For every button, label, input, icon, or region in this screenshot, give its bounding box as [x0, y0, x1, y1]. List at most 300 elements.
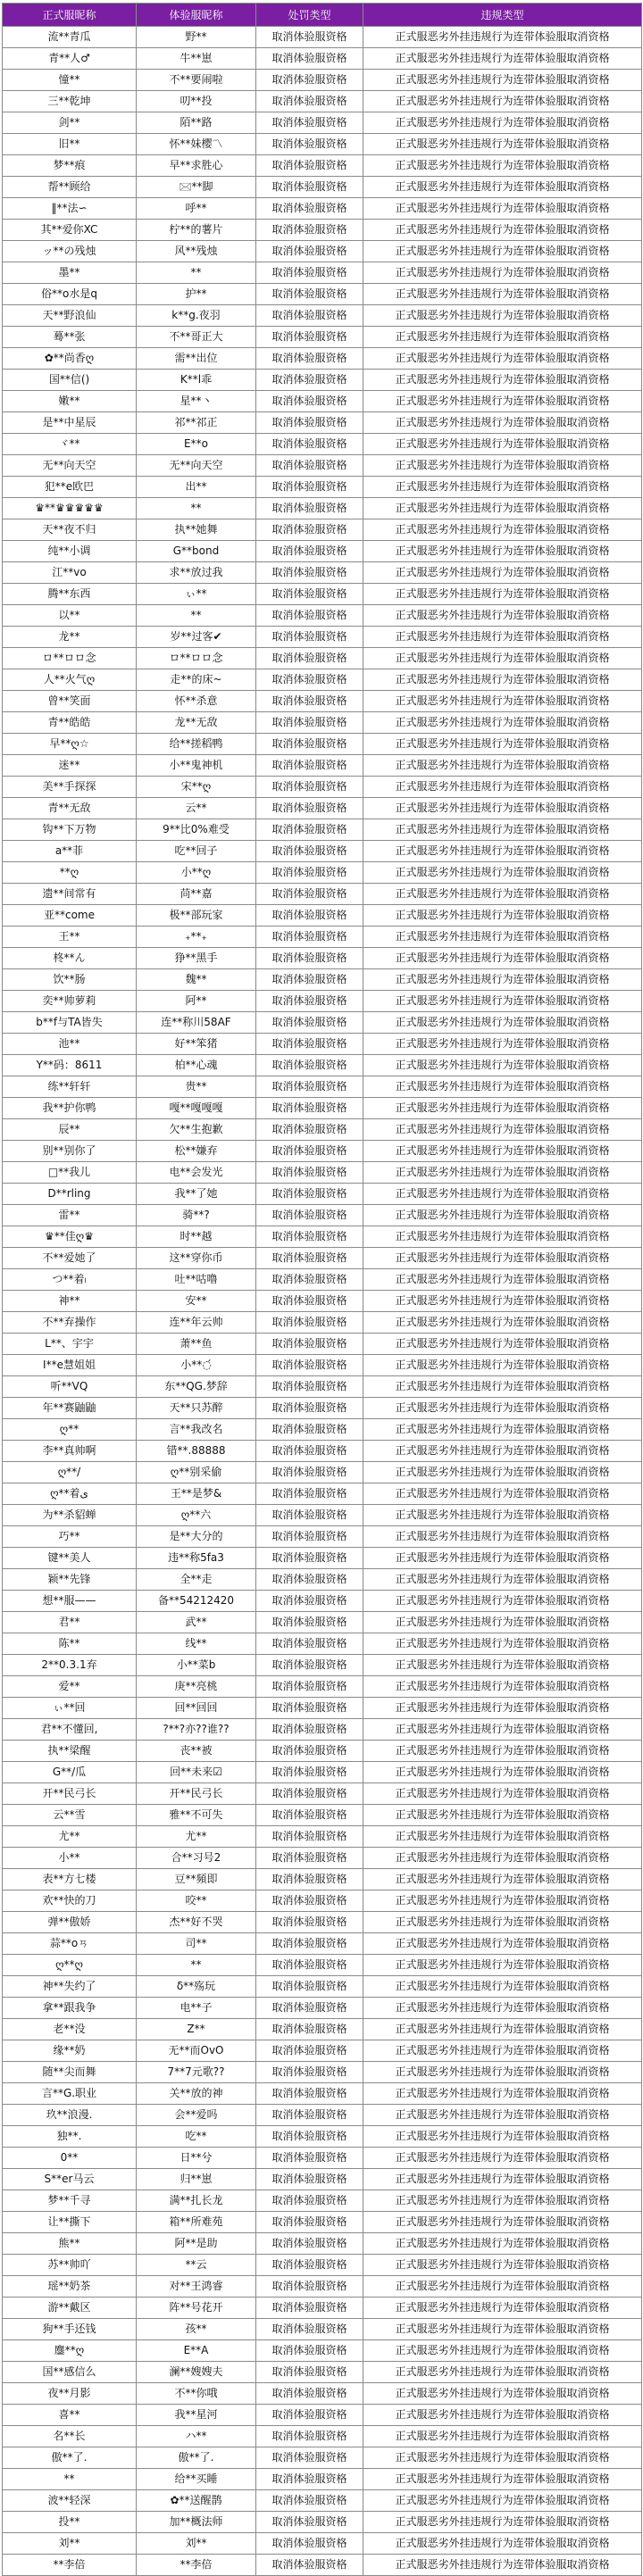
test-nickname-cell: ₊**₊ [137, 927, 256, 948]
official-nickname-cell: 梦**千寻 [3, 2190, 137, 2212]
table-row [3, 1933, 642, 1955]
violation-type-cell: 正式服恶劣外挂违规行为连带体验服取消资格 [363, 1076, 642, 1098]
table-row [3, 198, 642, 220]
penalty-type-cell: 取消体验服资格 [256, 2233, 363, 2255]
test-nickname-cell: 叨**投 [137, 91, 256, 112]
official-nickname-cell: 别**别你了 [3, 1141, 137, 1162]
test-nickname-cell: 骑**? [137, 1205, 256, 1226]
test-nickname-cell: 松**嫌弃 [137, 1141, 256, 1162]
test-nickname-cell: 孩** [137, 2319, 256, 2340]
penalty-type-cell: 取消体验服资格 [256, 541, 363, 562]
official-nickname-cell: 喜** [3, 2405, 137, 2426]
violation-type-cell: 正式服恶劣外挂违规行为连带体验服取消资格 [363, 412, 642, 434]
table-row [3, 1441, 642, 1462]
violation-type-cell: 正式服恶劣外挂违规行为连带体验服取消资格 [363, 584, 642, 605]
table-row [3, 91, 642, 112]
violation-type-cell: 正式服恶劣外挂违规行为连带体验服取消资格 [363, 1805, 642, 1826]
test-nickname-cell: 早**求胜心 [137, 155, 256, 177]
test-nickname-cell: 狰**黑手 [137, 948, 256, 969]
test-nickname-cell: 杰**好不哭 [137, 1912, 256, 1933]
official-nickname-cell: a**菲 [3, 841, 137, 862]
penalty-type-cell: 取消体验服资格 [256, 1591, 363, 1612]
penalty-type-cell: 取消体验服资格 [256, 1012, 363, 1034]
penalty-type-cell: 取消体验服资格 [256, 1869, 363, 1890]
table-row [3, 27, 642, 48]
official-nickname-cell: 蒜**oㄢ [3, 1933, 137, 1955]
official-nickname-cell: 陈** [3, 1633, 137, 1655]
violation-type-cell: 正式服恶劣外挂违规行为连带体验服取消资格 [363, 1441, 642, 1462]
official-nickname-cell: 瑶**奶茶 [3, 2276, 137, 2298]
official-nickname-cell: 天**野浪仙 [3, 305, 137, 327]
test-nickname-cell: 萧**鱼 [137, 1334, 256, 1355]
official-nickname-cell: 犯**e欧巴 [3, 477, 137, 498]
table-row [3, 2469, 642, 2490]
test-nickname-cell: ღ**六 [137, 1505, 256, 1526]
violation-type-cell: 正式服恶劣外挂违规行为连带体验服取消资格 [363, 284, 642, 305]
table-row [3, 1076, 642, 1098]
official-nickname-cell: 爱** [3, 1676, 137, 1698]
official-nickname-cell: 龙** [3, 627, 137, 648]
penalty-type-cell: 取消体验服资格 [256, 562, 363, 584]
penalty-type-cell: 取消体验服资格 [256, 1076, 363, 1098]
test-nickname-cell: 怀**妹樱〽 [137, 134, 256, 155]
official-nickname-cell: 2**0.3.1弃 [3, 1655, 137, 1676]
table-row [3, 1462, 642, 1483]
violation-type-cell: 正式服恶劣外挂违规行为连带体验服取消资格 [363, 1162, 642, 1184]
penalty-type-cell: 取消体验服资格 [256, 262, 363, 284]
penalty-type-cell: 取消体验服资格 [256, 198, 363, 220]
official-nickname-cell: b**f与TA皆失 [3, 1012, 137, 1034]
violation-type-cell: 正式服恶劣外挂违规行为连带体验服取消资格 [363, 1376, 642, 1398]
table-row [3, 134, 642, 155]
header-row [3, 4, 642, 27]
violation-type-cell: 正式服恶劣外挂违规行为连带体验服取消资格 [363, 112, 642, 134]
official-nickname-cell: 憧** [3, 70, 137, 91]
test-nickname-cell: 小**鬼神机 [137, 755, 256, 777]
test-nickname-cell: 电**会发光 [137, 1162, 256, 1184]
test-nickname-cell: E**A [137, 2340, 256, 2362]
penalty-type-cell: 取消体验服资格 [256, 519, 363, 541]
official-nickname-cell: 拿**跟我争 [3, 1998, 137, 2019]
table-row [3, 2426, 642, 2447]
test-nickname-cell: 加**概法师 [137, 2512, 256, 2533]
penalty-type-cell: 取消体验服资格 [256, 648, 363, 669]
violation-type-cell: 正式服恶劣外挂违规行为连带体验服取消资格 [363, 605, 642, 627]
violation-type-cell: 正式服恶劣外挂违规行为连带体验服取消资格 [363, 948, 642, 969]
test-nickname-cell: 苘**嘉 [137, 884, 256, 905]
violation-type-cell: 正式服恶劣外挂违规行为连带体验服取消资格 [363, 1933, 642, 1955]
violation-type-cell: 正式服恶劣外挂违规行为连带体验服取消资格 [363, 541, 642, 562]
violation-type-cell: 正式服恶劣外挂违规行为连带体验服取消资格 [363, 198, 642, 220]
test-nickname-cell: 连**称川58AF [137, 1012, 256, 1034]
table-row [3, 562, 642, 584]
test-nickname-cell: 刘** [137, 2533, 256, 2555]
table-row [3, 1355, 642, 1376]
violation-type-cell: 正式服恶劣外挂违规行为连带体验服取消资格 [363, 1334, 642, 1355]
violation-type-cell: 正式服恶劣外挂违规行为连带体验服取消资格 [363, 2083, 642, 2105]
official-nickname-cell: 云**雪 [3, 1805, 137, 1826]
test-nickname-cell: 连**年云帅 [137, 1312, 256, 1334]
penalty-type-cell: 取消体验服资格 [256, 112, 363, 134]
official-nickname-cell: 我**护你鸭 [3, 1098, 137, 1119]
official-nickname-cell: 表**方七楼 [3, 1869, 137, 1890]
table-row [3, 434, 642, 455]
violation-type-cell: 正式服恶劣外挂违规行为连带体验服取消资格 [363, 1226, 642, 1248]
test-nickname-cell: 回**未来☑ [137, 1762, 256, 1783]
violation-type-cell: 正式服恶劣外挂违规行为连带体验服取消资格 [363, 220, 642, 241]
table-row [3, 1633, 642, 1655]
penalty-type-cell: 取消体验服资格 [256, 2019, 363, 2040]
violation-type-cell: 正式服恶劣外挂违规行为连带体验服取消资格 [363, 1676, 642, 1698]
violation-type-cell: 正式服恶劣外挂违规行为连带体验服取消资格 [363, 1591, 642, 1612]
table-row [3, 1205, 642, 1226]
table-row [3, 327, 642, 348]
violation-type-cell: 正式服恶劣外挂违规行为连带体验服取消资格 [363, 712, 642, 734]
violation-type-cell: 正式服恶劣外挂违规行为连带体验服取消资格 [363, 498, 642, 519]
official-nickname-cell: 其**爱你XC [3, 220, 137, 241]
penalty-type-cell: 取消体验服资格 [256, 1826, 363, 1848]
violation-type-cell: 正式服恶劣外挂违规行为连带体验服取消资格 [363, 862, 642, 884]
penalty-type-cell: 取消体验服资格 [256, 2490, 363, 2512]
violation-type-cell: 正式服恶劣外挂违规行为连带体验服取消资格 [363, 2319, 642, 2340]
test-nickname-cell: 给**搓稻鸭 [137, 734, 256, 755]
penalty-type-cell: 取消体验服资格 [256, 627, 363, 648]
penalty-type-cell: 取消体验服资格 [256, 819, 363, 841]
test-nickname-cell: 吐**咕噜 [137, 1269, 256, 1291]
test-nickname-cell: E**o [137, 434, 256, 455]
test-nickname-cell: 极**部玩家 [137, 905, 256, 927]
test-nickname-cell: **云 [137, 2255, 256, 2276]
penalty-type-cell: 取消体验服资格 [256, 1334, 363, 1355]
table-row [3, 1955, 642, 1976]
penalty-type-cell: 取消体验服资格 [256, 1890, 363, 1912]
violation-type-cell: 正式服恶劣外挂违规行为连带体验服取消资格 [363, 562, 642, 584]
official-nickname-cell: 神**失约了 [3, 1976, 137, 1998]
official-nickname-cell: 纯**小调 [3, 541, 137, 562]
table-row [3, 734, 642, 755]
violation-type-cell: 正式服恶劣外挂违规行为连带体验服取消资格 [363, 1119, 642, 1141]
official-nickname-cell: **李倍 [3, 2555, 137, 2576]
official-nickname-cell: 迷** [3, 755, 137, 777]
test-nickname-cell: 备**54212420 [137, 1591, 256, 1612]
table-row [3, 1998, 642, 2019]
table-row [3, 1398, 642, 1419]
penalty-type-cell: 取消体验服资格 [256, 48, 363, 70]
penalty-type-cell: 取消体验服资格 [256, 2469, 363, 2490]
table-row [3, 2298, 642, 2319]
table-row [3, 284, 642, 305]
table-row [3, 370, 642, 391]
table-row [3, 220, 642, 241]
table-row [3, 948, 642, 969]
official-nickname-cell: 小** [3, 1848, 137, 1869]
official-nickname-cell: 青**无敌 [3, 798, 137, 819]
official-nickname-cell: 剑** [3, 112, 137, 134]
official-nickname-cell: Y**码：8611 [3, 1055, 137, 1076]
penalty-type-cell: 取消体验服资格 [256, 1612, 363, 1633]
test-nickname-cell: 好**笨猪 [137, 1034, 256, 1055]
table-row [3, 755, 642, 777]
official-nickname-cell: ** [3, 2469, 137, 2490]
table-row [3, 455, 642, 477]
official-nickname-cell: 人**火气ღ [3, 669, 137, 691]
penalty-type-cell: 取消体验服资格 [256, 2190, 363, 2212]
test-nickname-cell: 需**出位 [137, 348, 256, 370]
official-nickname-cell: 欢**快的刀 [3, 1890, 137, 1912]
test-nickname-cell: G**bond [137, 541, 256, 562]
table-row [3, 2555, 642, 2576]
penalty-type-cell: 取消体验服资格 [256, 155, 363, 177]
test-nickname-cell: 错**.88888 [137, 1441, 256, 1462]
penalty-type-cell: 取消体验服资格 [256, 755, 363, 777]
table-row [3, 1226, 642, 1248]
test-nickname-cell: 龙**无敌 [137, 712, 256, 734]
test-nickname-cell: K**l乖 [137, 370, 256, 391]
test-nickname-cell: 护** [137, 284, 256, 305]
official-nickname-cell: S**er马云 [3, 2169, 137, 2190]
test-nickname-cell: 怀**杀意 [137, 691, 256, 712]
test-nickname-cell: 呼** [137, 198, 256, 220]
table-row [3, 1548, 642, 1569]
violation-type-cell: 正式服恶劣外挂违规行为连带体验服取消资格 [363, 1419, 642, 1441]
penalty-type-cell: 取消体验服资格 [256, 712, 363, 734]
table-row [3, 1976, 642, 1998]
table-row [3, 2255, 642, 2276]
official-nickname-cell: 饮**肠 [3, 969, 137, 991]
official-nickname-cell: 颖**先锋 [3, 1569, 137, 1591]
test-nickname-cell: 柠**的薯片 [137, 220, 256, 241]
penalty-type-cell: 取消体验服资格 [256, 669, 363, 691]
test-nickname-cell: 牛**崽 [137, 48, 256, 70]
table-row [3, 1698, 642, 1719]
test-nickname-cell: 走**的床~ [137, 669, 256, 691]
table-row [3, 177, 642, 198]
violation-type-cell: 正式服恶劣外挂违规行为连带体验服取消资格 [363, 1505, 642, 1526]
violation-type-cell: 正式服恶劣外挂违规行为连带体验服取消资格 [363, 2212, 642, 2233]
violation-type-cell: 正式服恶劣外挂违规行为连带体验服取消资格 [363, 477, 642, 498]
test-nickname-cell: 雅**不可失 [137, 1805, 256, 1826]
table-row [3, 1098, 642, 1119]
violation-type-cell: 正式服恶劣外挂违规行为连带体验服取消资格 [363, 2019, 642, 2040]
violation-type-cell: 正式服恶劣外挂违规行为连带体验服取消资格 [363, 1269, 642, 1291]
test-nickname-cell: 天**只苏醉 [137, 1398, 256, 1419]
official-nickname-cell: 缘**奶 [3, 2040, 137, 2062]
table-row [3, 1741, 642, 1762]
table-row [3, 1848, 642, 1869]
official-nickname-cell: 俗**o水是q [3, 284, 137, 305]
official-nickname-cell: 执**梁醒 [3, 1741, 137, 1762]
violation-type-cell: 正式服恶劣外挂违规行为连带体验服取消资格 [363, 2233, 642, 2255]
penalty-type-cell: 取消体验服资格 [256, 2083, 363, 2105]
test-nickname-cell: δ**殇玩 [137, 1976, 256, 1998]
test-nickname-cell: ** [137, 262, 256, 284]
violation-type-cell: 正式服恶劣外挂违规行为连带体验服取消资格 [363, 1355, 642, 1376]
official-nickname-cell: 独**. [3, 2126, 137, 2148]
table-row [3, 1676, 642, 1698]
test-nickname-cell: 箱**所难苑 [137, 2212, 256, 2233]
table-row [3, 48, 642, 70]
official-nickname-cell: ヾ** [3, 434, 137, 455]
violation-type-cell: 正式服恶劣外挂违规行为连带体验服取消资格 [363, 1569, 642, 1591]
test-nickname-cell: 小**ღ [137, 862, 256, 884]
table-row [3, 241, 642, 262]
test-nickname-cell: 日**兮 [137, 2148, 256, 2169]
violation-type-cell: 正式服恶劣外挂违规行为连带体验服取消资格 [363, 627, 642, 648]
violation-type-cell: 正式服恶劣外挂违规行为连带体验服取消资格 [363, 1869, 642, 1890]
official-nickname-cell: 国**信() [3, 370, 137, 391]
test-nickname-cell: 王**是梦& [137, 1483, 256, 1505]
test-nickname-cell: 满**扎长龙 [137, 2190, 256, 2212]
penalty-type-cell: 取消体验服资格 [256, 434, 363, 455]
test-nickname-cell: ✿**送醒鹊 [137, 2490, 256, 2512]
table-row [3, 541, 642, 562]
penalty-type-cell: 取消体验服资格 [256, 1034, 363, 1055]
official-nickname-cell: ロ**ロロ念 [3, 648, 137, 669]
violation-type-cell: 正式服恶劣外挂违规行为连带体验服取消资格 [363, 1526, 642, 1548]
table-row [3, 112, 642, 134]
penalty-type-cell: 取消体验服资格 [256, 1055, 363, 1076]
test-nickname-cell: 回**回回 [137, 1698, 256, 1719]
official-nickname-cell: 开**民弓长 [3, 1783, 137, 1805]
official-nickname-cell: 早**ღ☆ [3, 734, 137, 755]
table-row [3, 798, 642, 819]
table-row [3, 70, 642, 91]
test-nickname-cell: 给**买睡 [137, 2469, 256, 2490]
penalty-type-cell: 取消体验服资格 [256, 1933, 363, 1955]
table-row [3, 2490, 642, 2512]
test-nickname-cell: 咬** [137, 1890, 256, 1912]
test-nickname-cell: 对**王鸿睿 [137, 2276, 256, 2298]
penalty-type-cell: 取消体验服资格 [256, 1462, 363, 1483]
test-nickname-cell: k**g.夜羽 [137, 305, 256, 327]
penalty-type-cell: 取消体验服资格 [256, 1633, 363, 1655]
official-nickname-cell: L**、宇宇 [3, 1334, 137, 1355]
table-row [3, 477, 642, 498]
table-row [3, 2340, 642, 2362]
penalty-type-cell: 取消体验服资格 [256, 969, 363, 991]
official-nickname-cell: D**rling [3, 1184, 137, 1205]
penalty-type-cell: 取消体验服资格 [256, 798, 363, 819]
table-row [3, 1505, 642, 1526]
table-row [3, 2105, 642, 2126]
table-row [3, 1141, 642, 1162]
test-nickname-cell: 不**你哦 [137, 2383, 256, 2405]
penalty-type-cell: 取消体验服资格 [256, 1376, 363, 1398]
table-row [3, 1483, 642, 1505]
test-nickname-cell: 违**称5fa3 [137, 1548, 256, 1569]
official-nickname-cell: 0** [3, 2148, 137, 2169]
penalty-type-cell: 取消体验服资格 [256, 1226, 363, 1248]
test-nickname-cell: ღ**别采偷 [137, 1462, 256, 1483]
penalty-type-cell: 取消体验服资格 [256, 2405, 363, 2426]
test-nickname-cell: 丧**被 [137, 1741, 256, 1762]
official-nickname-cell: 天**夜不归 [3, 519, 137, 541]
penalty-type-cell: 取消体验服资格 [256, 2512, 363, 2533]
table-row [3, 1184, 642, 1205]
violation-type-cell: 正式服恶劣外挂违规行为连带体验服取消资格 [363, 2340, 642, 2362]
test-nickname-cell: 云** [137, 798, 256, 819]
penalty-type-cell: 取消体验服资格 [256, 70, 363, 91]
official-nickname-cell: 江**vo [3, 562, 137, 584]
table-row [3, 1012, 642, 1034]
violation-type-cell: 正式服恶劣外挂违规行为连带体验服取消资格 [363, 2383, 642, 2405]
violation-type-cell: 正式服恶劣外挂违规行为连带体验服取消资格 [363, 1976, 642, 1998]
test-nickname-cell: 会**爱吗 [137, 2105, 256, 2126]
penalty-type-cell: 取消体验服资格 [256, 884, 363, 905]
official-nickname-cell: 尤** [3, 1826, 137, 1848]
official-nickname-cell: ღ** [3, 1419, 137, 1441]
test-nickname-cell: 小**◌́ [137, 1355, 256, 1376]
table-row [3, 777, 642, 798]
table-row [3, 2190, 642, 2212]
penalty-type-cell: 取消体验服资格 [256, 1526, 363, 1548]
violation-type-cell: 正式服恶劣外挂违规行为连带体验服取消资格 [363, 519, 642, 541]
penalty-type-cell: 取消体验服资格 [256, 1248, 363, 1269]
official-nickname-cell: ♛**佳ღ♛ [3, 1226, 137, 1248]
penalty-type-cell: 取消体验服资格 [256, 1998, 363, 2019]
violation-type-cell: 正式服恶劣外挂违规行为连带体验服取消资格 [363, 1483, 642, 1505]
test-nickname-cell: 归**崽 [137, 2169, 256, 2190]
violation-type-cell: 正式服恶劣外挂违规行为连带体验服取消资格 [363, 2490, 642, 2512]
table-row [3, 1783, 642, 1805]
test-nickname-cell: ** [137, 1955, 256, 1976]
table-row [3, 2405, 642, 2426]
violation-type-cell: 正式服恶劣外挂违规行为连带体验服取消资格 [363, 305, 642, 327]
table-row [3, 1805, 642, 1826]
official-nickname-cell: 是**中星辰 [3, 412, 137, 434]
test-nickname-cell: 线** [137, 1633, 256, 1655]
table-row [3, 1869, 642, 1890]
penalty-type-cell: 取消体验服资格 [256, 991, 363, 1012]
test-nickname-cell: 陌**路 [137, 112, 256, 134]
penalty-table [2, 3, 642, 2576]
violation-type-cell: 正式服恶劣外挂违规行为连带体验服取消资格 [363, 1205, 642, 1226]
violation-type-cell: 正式服恶劣外挂违规行为连带体验服取消资格 [363, 2362, 642, 2383]
test-nickname-cell: 是**大分的 [137, 1526, 256, 1548]
official-nickname-cell: 墨** [3, 262, 137, 284]
table-row [3, 2019, 642, 2040]
table-row [3, 1312, 642, 1334]
penalty-type-cell: 取消体验服资格 [256, 1719, 363, 1741]
official-nickname-cell: 苏**帅吖 [3, 2255, 137, 2276]
penalty-type-cell: 取消体验服资格 [256, 1205, 363, 1226]
violation-type-cell: 正式服恶劣外挂违规行为连带体验服取消资格 [363, 48, 642, 70]
violation-type-cell: 正式服恶劣外挂违规行为连带体验服取消资格 [363, 262, 642, 284]
test-nickname-cell: 吃**回子 [137, 841, 256, 862]
penalty-type-cell: 取消体验服资格 [256, 734, 363, 755]
table-row [3, 262, 642, 284]
violation-type-cell: 正式服恶劣外挂违规行为连带体验服取消资格 [363, 691, 642, 712]
table-row [3, 605, 642, 627]
violation-type-cell: 正式服恶劣外挂违规行为连带体验服取消资格 [363, 927, 642, 948]
penalty-type-cell: 取消体验服资格 [256, 134, 363, 155]
test-nickname-cell: 风**残烛 [137, 241, 256, 262]
test-nickname-cell: 安** [137, 1291, 256, 1312]
official-nickname-cell: 君** [3, 1612, 137, 1633]
penalty-type-cell: 取消体验服资格 [256, 1569, 363, 1591]
official-nickname-cell: ッ**の残烛 [3, 241, 137, 262]
header-violation-type: 违规类型 [363, 4, 642, 27]
penalty-type-cell: 取消体验服资格 [256, 1912, 363, 1933]
test-nickname-cell: 阿**是助 [137, 2233, 256, 2255]
test-nickname-cell: 🖂**脚 [137, 177, 256, 198]
table-row [3, 155, 642, 177]
official-nickname-cell: ‖**法∽ [3, 198, 137, 220]
test-nickname-cell: 这**穿你币 [137, 1248, 256, 1269]
table-row [3, 927, 642, 948]
official-nickname-cell: 键**美人 [3, 1548, 137, 1569]
penalty-type-cell: 取消体验服资格 [256, 1762, 363, 1783]
